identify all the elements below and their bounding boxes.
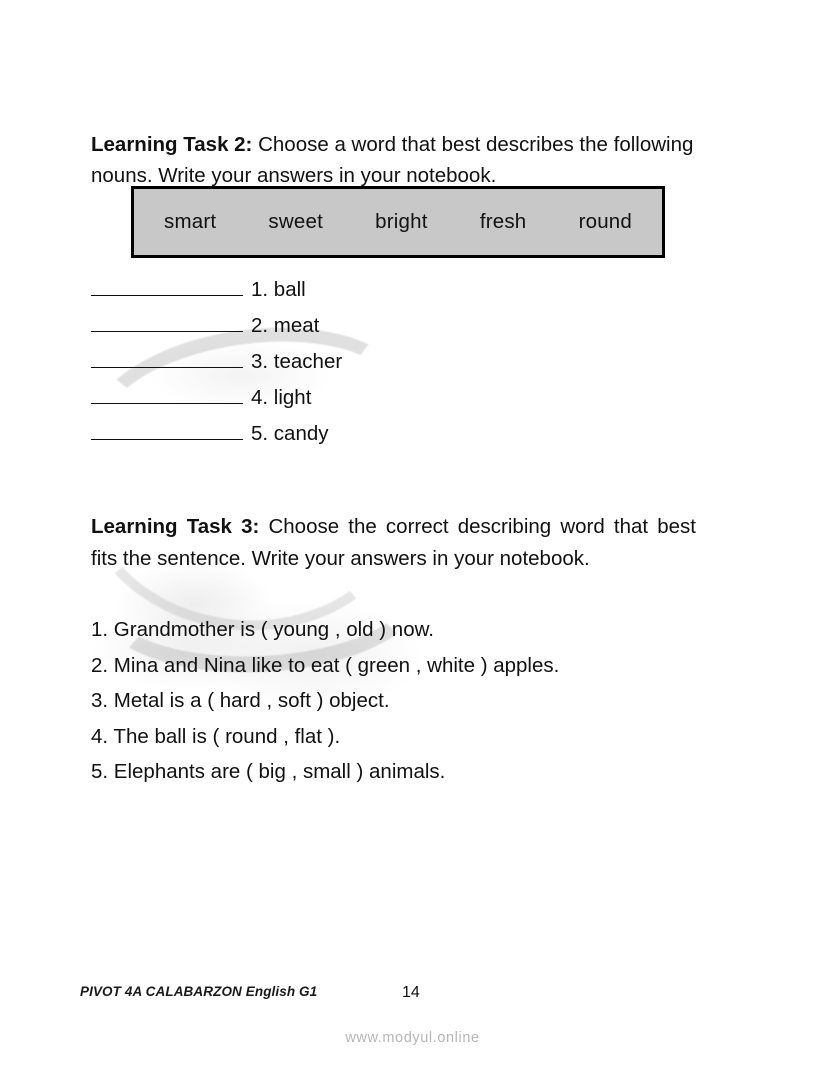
answer-blank-line[interactable] bbox=[91, 347, 243, 368]
list-item bbox=[91, 383, 511, 419]
task3-instruction-text: Choose the correct describing word that best fits the sentence. Write your answers in your notebook. bbox=[91, 514, 697, 570]
list-item bbox=[91, 419, 511, 455]
word-bank-item: bright bbox=[375, 210, 428, 233]
word-bank-item: sweet bbox=[268, 210, 323, 233]
blank-item-label: 5. candy bbox=[251, 422, 329, 445]
page-number: 14 bbox=[402, 984, 420, 1001]
list-item bbox=[91, 311, 511, 347]
answer-blank-line[interactable] bbox=[91, 419, 243, 440]
word-bank-box bbox=[131, 186, 665, 258]
blank-item-label: 2. meat bbox=[251, 314, 320, 337]
watermark-url: www.modyul.online bbox=[345, 1030, 480, 1046]
answer-blank-line[interactable] bbox=[91, 383, 243, 404]
answer-blank-line[interactable] bbox=[91, 275, 243, 296]
word-bank-item: smart bbox=[164, 210, 217, 233]
list-item: 5. Elephants are ( big , small ) animals. bbox=[91, 760, 446, 783]
task2-instruction bbox=[91, 129, 699, 191]
list-item bbox=[91, 347, 511, 383]
answer-blank-line[interactable] bbox=[91, 311, 243, 332]
word-bank-item: round bbox=[578, 210, 632, 233]
sentence-list bbox=[91, 612, 731, 790]
list-item: 4. The ball is ( round , flat ). bbox=[91, 724, 341, 748]
task3-instruction bbox=[91, 511, 696, 575]
answer-blank-list bbox=[91, 275, 511, 455]
list-item: 3. Metal is a ( hard , soft ) object. bbox=[91, 689, 390, 712]
list-item: 2. Mina and Nina like to eat ( green , white ) apples. bbox=[91, 653, 560, 677]
task2-label: Learning Task 2: bbox=[91, 132, 253, 156]
footer-source: PIVOT 4A CALABARZON English G1 bbox=[80, 984, 318, 999]
blank-item-label: 3. teacher bbox=[251, 350, 343, 373]
list-item bbox=[91, 275, 511, 311]
blank-item-label: 4. light bbox=[251, 386, 312, 409]
task3-label: Learning Task 3: bbox=[91, 514, 260, 538]
list-item: 1. Grandmother is ( young , old ) now. bbox=[91, 618, 434, 641]
blank-item-label: 1. ball bbox=[251, 278, 306, 301]
task2-instruction-text: Choose a word that best describes the following nouns. Write your answers in your notebook. bbox=[91, 132, 694, 187]
word-bank-item: fresh bbox=[479, 210, 527, 233]
